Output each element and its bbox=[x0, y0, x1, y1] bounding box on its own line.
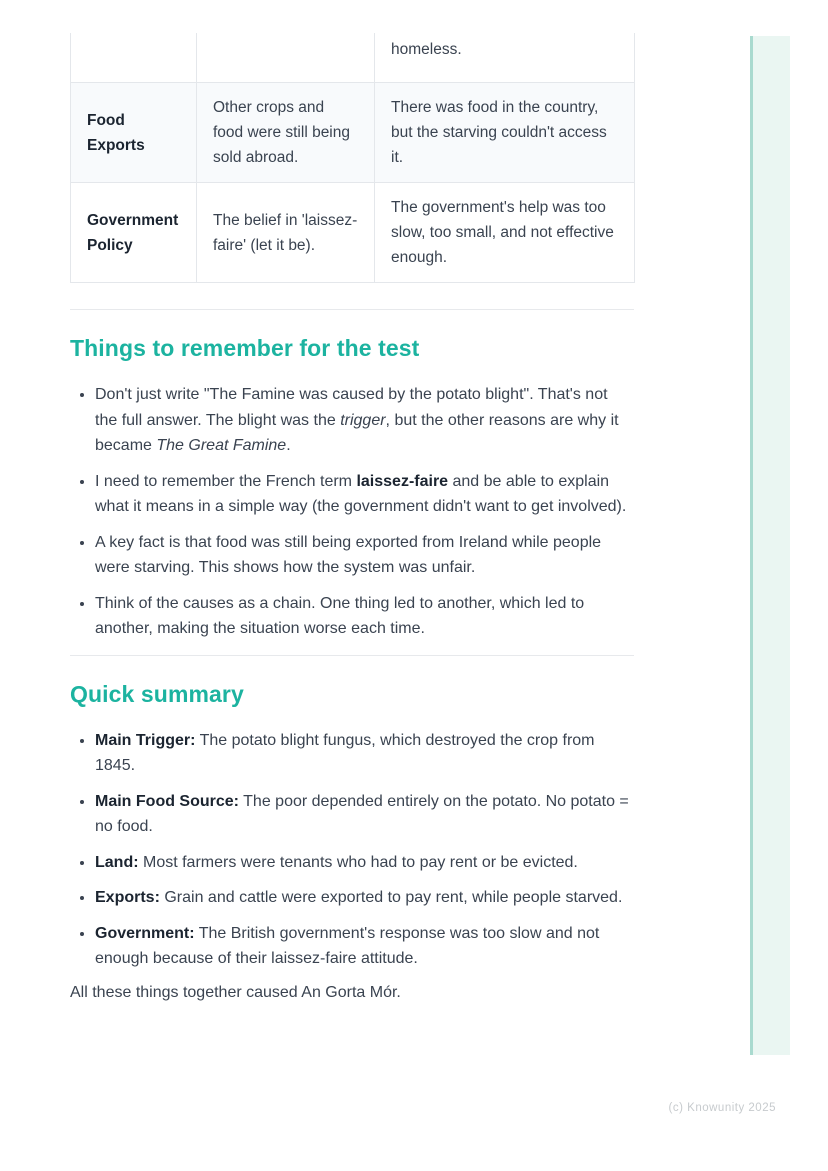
table-row bbox=[71, 183, 635, 283]
list-item: • Main Food Source: The poor depended entirely on the potato. No potato = no food. bbox=[95, 789, 634, 840]
list-item: • A key fact is that food was still being exported from Ireland while people were starving. This shows how the system was unfair. bbox=[95, 530, 634, 581]
section-heading-things-to-remember: Things to remember for the test bbox=[70, 335, 420, 361]
table-row bbox=[71, 33, 635, 83]
list-item: • Main Trigger: The potato blight fungus, which destroyed the crop from 1845. bbox=[95, 728, 634, 779]
list-item: • Exports: Grain and cattle were exported to pay rent, while people starved. bbox=[95, 885, 634, 911]
list-item: • Don't just write "The Famine was caused by the potato blight". That's not the full answer. The blight was the trigger, but the other reasons are why it became The Great Famine. bbox=[95, 382, 634, 459]
table-cause-cell: Other crops and food were still being sold abroad. bbox=[197, 83, 375, 183]
table-cause-cell bbox=[197, 33, 375, 83]
side-accent-bar bbox=[750, 36, 790, 1055]
table-impact-cell: homeless. bbox=[375, 33, 635, 83]
closing-paragraph: All these things together caused An Gorta Mór. bbox=[70, 983, 401, 1001]
section-divider bbox=[70, 655, 634, 656]
list-item: • Government: The British government's response was too slow and not enough because of their laissez-faire attitude. bbox=[95, 921, 634, 972]
list-item: • Land: Most farmers were tenants who had to pay rent or be evicted. bbox=[95, 850, 634, 876]
table-term-cell bbox=[71, 33, 197, 83]
document-content bbox=[70, 0, 634, 1005]
list-item: • I need to remember the French term laissez-faire and be able to explain what it means in a simple way (the government didn't want to get involved). bbox=[95, 469, 634, 520]
footer-copyright: (c) Knowunity 2025 bbox=[668, 1102, 776, 1114]
table-term-cell: Food Exports bbox=[71, 83, 197, 183]
table-row bbox=[71, 83, 635, 183]
section-heading-quick-summary: Quick summary bbox=[70, 680, 244, 707]
quick-summary-list bbox=[70, 728, 634, 972]
table-impact-cell: The government's help was too slow, too small, and not effective enough. bbox=[375, 183, 635, 283]
table-cause-cell: The belief in 'laissez-faire' (let it be). bbox=[197, 183, 375, 283]
table-impact-cell: There was food in the country, but the starving couldn't access it. bbox=[375, 83, 635, 183]
list-item: • Think of the causes as a chain. One thing led to another, which led to another, making the situation worse each time. bbox=[95, 591, 634, 642]
things-to-remember-list bbox=[70, 382, 634, 642]
causes-table-body bbox=[71, 33, 635, 283]
causes-table bbox=[70, 33, 635, 283]
table-term-cell: Government Policy bbox=[71, 183, 197, 283]
section-divider bbox=[70, 309, 634, 310]
